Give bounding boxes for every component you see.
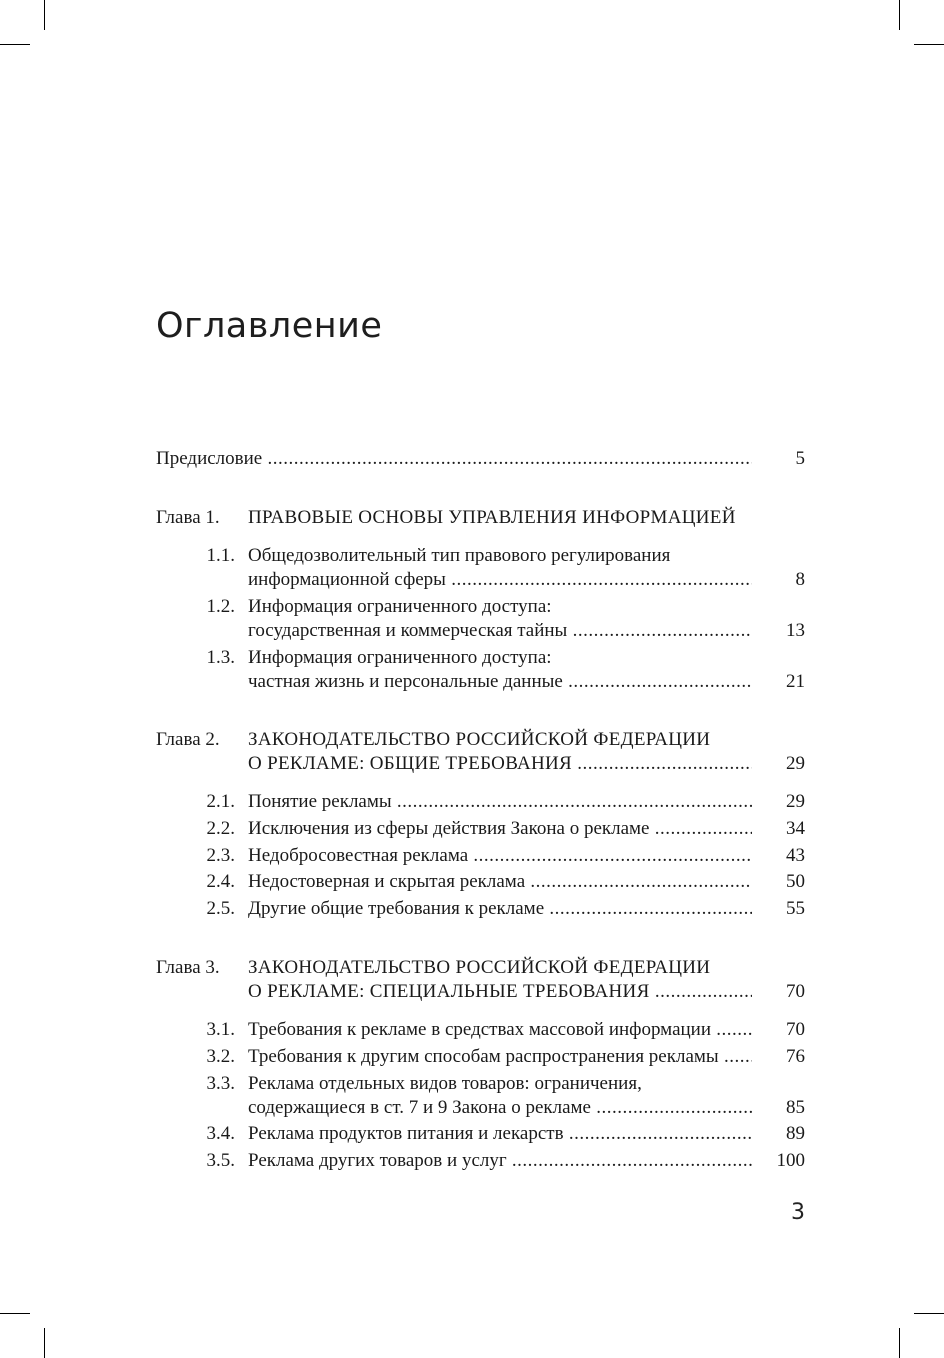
section-number: 3.2.: [206, 1046, 235, 1067]
toc-section[interactable]: [0, 789, 944, 815]
section-number: 2.1.: [206, 791, 235, 812]
section-number: 2.5.: [206, 898, 235, 919]
toc-chapter-3[interactable]: [0, 955, 944, 981]
section-title: Информация ограниченного доступа:: [248, 596, 552, 617]
toc-page-number: 55: [786, 898, 805, 919]
toc-page-number: 43: [786, 845, 805, 866]
toc-section-cont[interactable]: [0, 618, 944, 644]
section-title: Другие общие требования к рекламе .....: [248, 896, 752, 922]
toc-entry-preface[interactable]: [0, 446, 944, 472]
section-title: государственная и коммерческая тайны .....: [248, 618, 752, 644]
section-number: 2.3.: [206, 845, 235, 866]
section-number: 3.4.: [206, 1123, 235, 1144]
toc-chapter-2-cont[interactable]: [0, 751, 944, 777]
toc-section[interactable]: [0, 869, 944, 895]
toc-section[interactable]: [0, 1044, 944, 1070]
section-title: Общедозволительный тип правового регулирования: [248, 545, 671, 566]
toc-section-cont[interactable]: [0, 669, 944, 695]
chapter-label: Глава 1.: [156, 507, 220, 528]
toc-section[interactable]: [0, 1071, 944, 1097]
toc-section[interactable]: [0, 1148, 944, 1174]
toc-section[interactable]: [0, 843, 944, 869]
section-title: содержащиеся в ст. 7 и 9 Закона о рекламе .....: [248, 1095, 752, 1121]
toc-page-number: 21: [786, 671, 805, 692]
toc-page-number: 13: [786, 620, 805, 641]
toc-chapter-3-cont[interactable]: [0, 979, 944, 1005]
section-title: частная жизнь и персональные данные .....: [248, 669, 752, 695]
section-title: Требования к другим способам распространения рекламы .....: [248, 1044, 752, 1070]
chapter-label: Глава 2.: [156, 729, 220, 750]
toc-section[interactable]: [0, 1017, 944, 1043]
section-number: 3.5.: [206, 1150, 235, 1171]
chapter-title: ЗАКОНОДАТЕЛЬСТВО РОССИЙСКОЙ ФЕДЕРАЦИИ: [248, 729, 711, 750]
section-title: Реклама отдельных видов товаров: ограничения,: [248, 1073, 642, 1094]
section-number: 1.3.: [206, 647, 235, 668]
toc-section-cont[interactable]: [0, 567, 944, 593]
toc-page-number: 70: [786, 1019, 805, 1040]
toc-chapter-1[interactable]: [0, 505, 944, 531]
section-title: Исключения из сферы действия Закона о рекламе .....: [248, 816, 752, 842]
section-number: 3.3.: [206, 1073, 235, 1094]
section-title: Требования к рекламе в средствах массовой информации .....: [248, 1017, 752, 1043]
section-title: Понятие рекламы .....: [248, 789, 752, 815]
chapter-label: Глава 3.: [156, 957, 220, 978]
section-title: Информация ограниченного доступа:: [248, 647, 552, 668]
toc-section[interactable]: [0, 645, 944, 671]
toc-section[interactable]: [0, 594, 944, 620]
toc-page-number: 50: [786, 871, 805, 892]
toc-page-number: 100: [776, 1150, 805, 1171]
toc-section[interactable]: [0, 816, 944, 842]
toc-page-number: 89: [786, 1123, 805, 1144]
section-title: Реклама продуктов питания и лекарств .....: [248, 1121, 752, 1147]
section-title: Реклама других товаров и услуг .....: [248, 1148, 752, 1174]
section-title: Недостоверная и скрытая реклама .....: [248, 869, 752, 895]
toc-page-number: 5: [795, 448, 805, 469]
toc-section[interactable]: [0, 543, 944, 569]
chapter-title: ПРАВОВЫЕ ОСНОВЫ УПРАВЛЕНИЯ ИНФОРМАЦИЕЙ: [248, 507, 736, 528]
section-number: 1.1.: [206, 545, 235, 566]
section-number: 2.4.: [206, 871, 235, 892]
toc-page-number: 29: [786, 753, 805, 774]
toc-section[interactable]: [0, 1121, 944, 1147]
chapter-title: О РЕКЛАМЕ: СПЕЦИАЛЬНЫЕ ТРЕБОВАНИЯ .....: [248, 979, 752, 1005]
toc-entry-label: Предисловие .....: [156, 446, 752, 472]
section-title: информационной сферы .....: [248, 567, 752, 593]
toc-page-number: 29: [786, 791, 805, 812]
toc-page-number: 76: [786, 1046, 805, 1067]
section-number: 3.1.: [206, 1019, 235, 1040]
page-title: Оглавление: [156, 306, 383, 346]
chapter-title: О РЕКЛАМЕ: ОБЩИЕ ТРЕБОВАНИЯ .....: [248, 751, 752, 777]
toc-page-number: 70: [786, 981, 805, 1002]
toc-page-number: 8: [795, 569, 805, 590]
toc-section[interactable]: [0, 896, 944, 922]
toc-page-number: 34: [786, 818, 805, 839]
page-number: 3: [791, 1200, 805, 1225]
toc-chapter-2[interactable]: [0, 727, 944, 753]
chapter-title: ЗАКОНОДАТЕЛЬСТВО РОССИЙСКОЙ ФЕДЕРАЦИИ: [248, 957, 711, 978]
section-number: 2.2.: [206, 818, 235, 839]
toc-section-cont[interactable]: [0, 1095, 944, 1121]
section-number: 1.2.: [206, 596, 235, 617]
toc-page-number: 85: [786, 1097, 805, 1118]
section-title: Недобросовестная реклама .....: [248, 843, 752, 869]
